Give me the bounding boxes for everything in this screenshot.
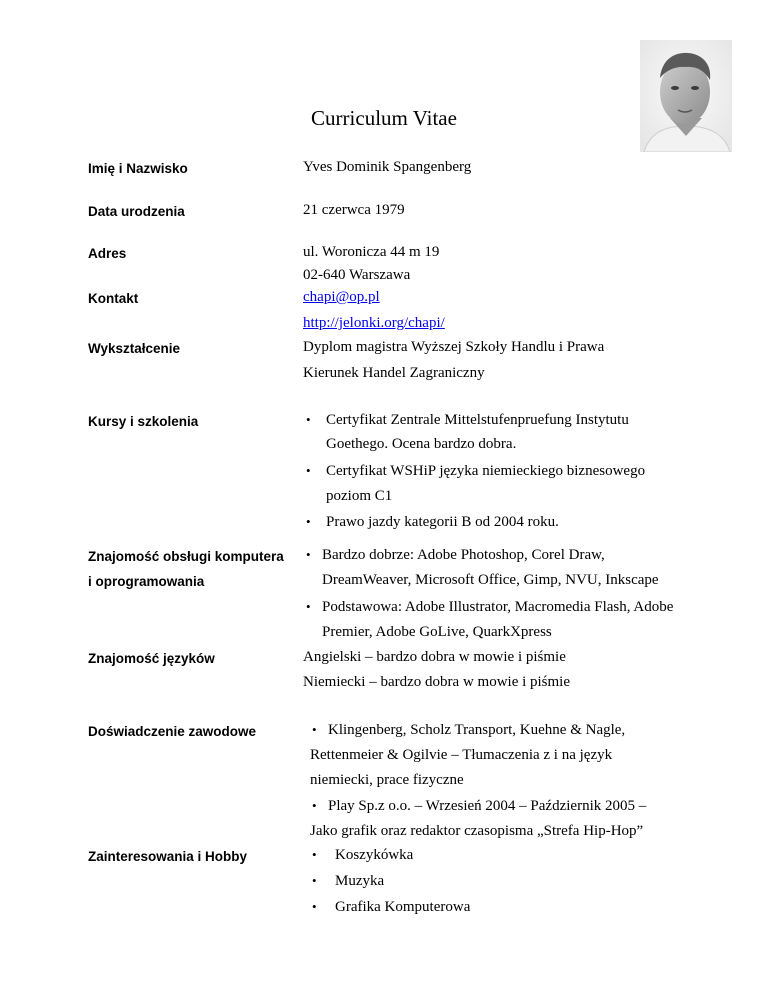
bullet-icon: • <box>312 722 317 737</box>
contact-label: Kontakt <box>88 291 139 306</box>
course-item-1-line1: Certyfikat Zentrale Mittelstufenpruefung Instytutu <box>326 412 629 428</box>
contact-email-row <box>303 288 380 306</box>
languages-line1: Angielski – bardzo dobra w mowie i piśmie <box>303 649 566 665</box>
portrait-photo <box>640 40 732 152</box>
courses-label: Kursy i szkolenia <box>88 414 199 429</box>
languages-line2: Niemiecki – bardzo dobra w mowie i piśmie <box>303 674 571 690</box>
bullet-icon: • <box>306 463 311 478</box>
address-line2: 02-640 Warszawa <box>303 267 411 283</box>
course-item-1-line2: Goethego. Ocena bardzo dobra. <box>326 436 517 452</box>
computer-item-1-line1: Bardzo dobrze: Adobe Photoshop, Corel Draw, <box>322 547 605 563</box>
document-title: Curriculum Vitae <box>311 106 457 130</box>
name-label: Imię i Nazwisko <box>88 161 188 176</box>
experience-item-2-line2: Jako grafik oraz redaktor czasopisma „Strefa Hip-Hop” <box>310 823 644 839</box>
bullet-icon: • <box>306 514 311 529</box>
bullet-icon: • <box>312 798 317 813</box>
bullet-icon: • <box>312 899 317 914</box>
experience-item-2-line1: Play Sp.z o.o. – Wrzesień 2004 – Październik 2005 – <box>328 798 647 814</box>
contact-url-row <box>303 314 445 332</box>
computer-label-line1: Znajomość obsługi komputera <box>88 549 284 564</box>
experience-item-1-line2: Rettenmeier & Ogilvie – Tłumaczenia z i na język <box>310 747 613 763</box>
bullet-icon: • <box>312 873 317 888</box>
hobby-item-1: Koszykówka <box>335 847 414 863</box>
address-label: Adres <box>88 246 127 261</box>
name-value: Yves Dominik Spangenberg <box>303 159 472 175</box>
course-item-2-line2: poziom C1 <box>326 488 393 504</box>
experience-label: Doświadczenie zawodowe <box>88 724 257 739</box>
address-line1: ul. Woronicza 44 m 19 <box>303 244 440 260</box>
computer-label-line2: i oprogramowania <box>88 574 205 589</box>
education-label: Wykształcenie <box>88 341 181 356</box>
experience-item-1-line3: niemiecki, prace fizyczne <box>310 772 464 788</box>
bullet-icon: • <box>312 847 317 862</box>
education-line2: Kierunek Handel Zagraniczny <box>303 365 485 381</box>
website-link[interactable]: http://jelonki.org/chapi/ <box>303 315 445 331</box>
bullet-icon: • <box>306 599 311 614</box>
experience-item-1-line1: Klingenberg, Scholz Transport, Kuehne & Nagle, <box>328 722 626 738</box>
computer-item-2-line2: Premier, Adobe GoLive, QuarkXpress <box>322 624 552 640</box>
hobby-label: Zainteresowania i Hobby <box>88 849 248 864</box>
languages-label: Znajomość języków <box>88 651 215 666</box>
course-item-2-line1: Certyfikat WSHiP języka niemieckiego biznesowego <box>326 463 646 479</box>
hobby-item-3: Grafika Komputerowa <box>335 899 471 915</box>
email-link[interactable]: chapi@op.pl <box>303 289 380 305</box>
birth-label: Data urodzenia <box>88 204 185 219</box>
computer-item-1-line2: DreamWeaver, Microsoft Office, Gimp, NVU, Inkscape <box>322 572 659 588</box>
education-line1: Dyplom magistra Wyższej Szkoły Handlu i Prawa <box>303 339 605 355</box>
course-item-3-line1: Prawo jazdy kategorii B od 2004 roku. <box>326 514 559 530</box>
birth-value: 21 czerwca 1979 <box>303 202 405 218</box>
hobby-item-2: Muzyka <box>335 873 385 889</box>
bullet-icon: • <box>306 547 311 562</box>
computer-item-2-line1: Podstawowa: Adobe Illustrator, Macromedia Flash, Adobe <box>322 599 674 615</box>
bullet-icon: • <box>306 412 311 427</box>
